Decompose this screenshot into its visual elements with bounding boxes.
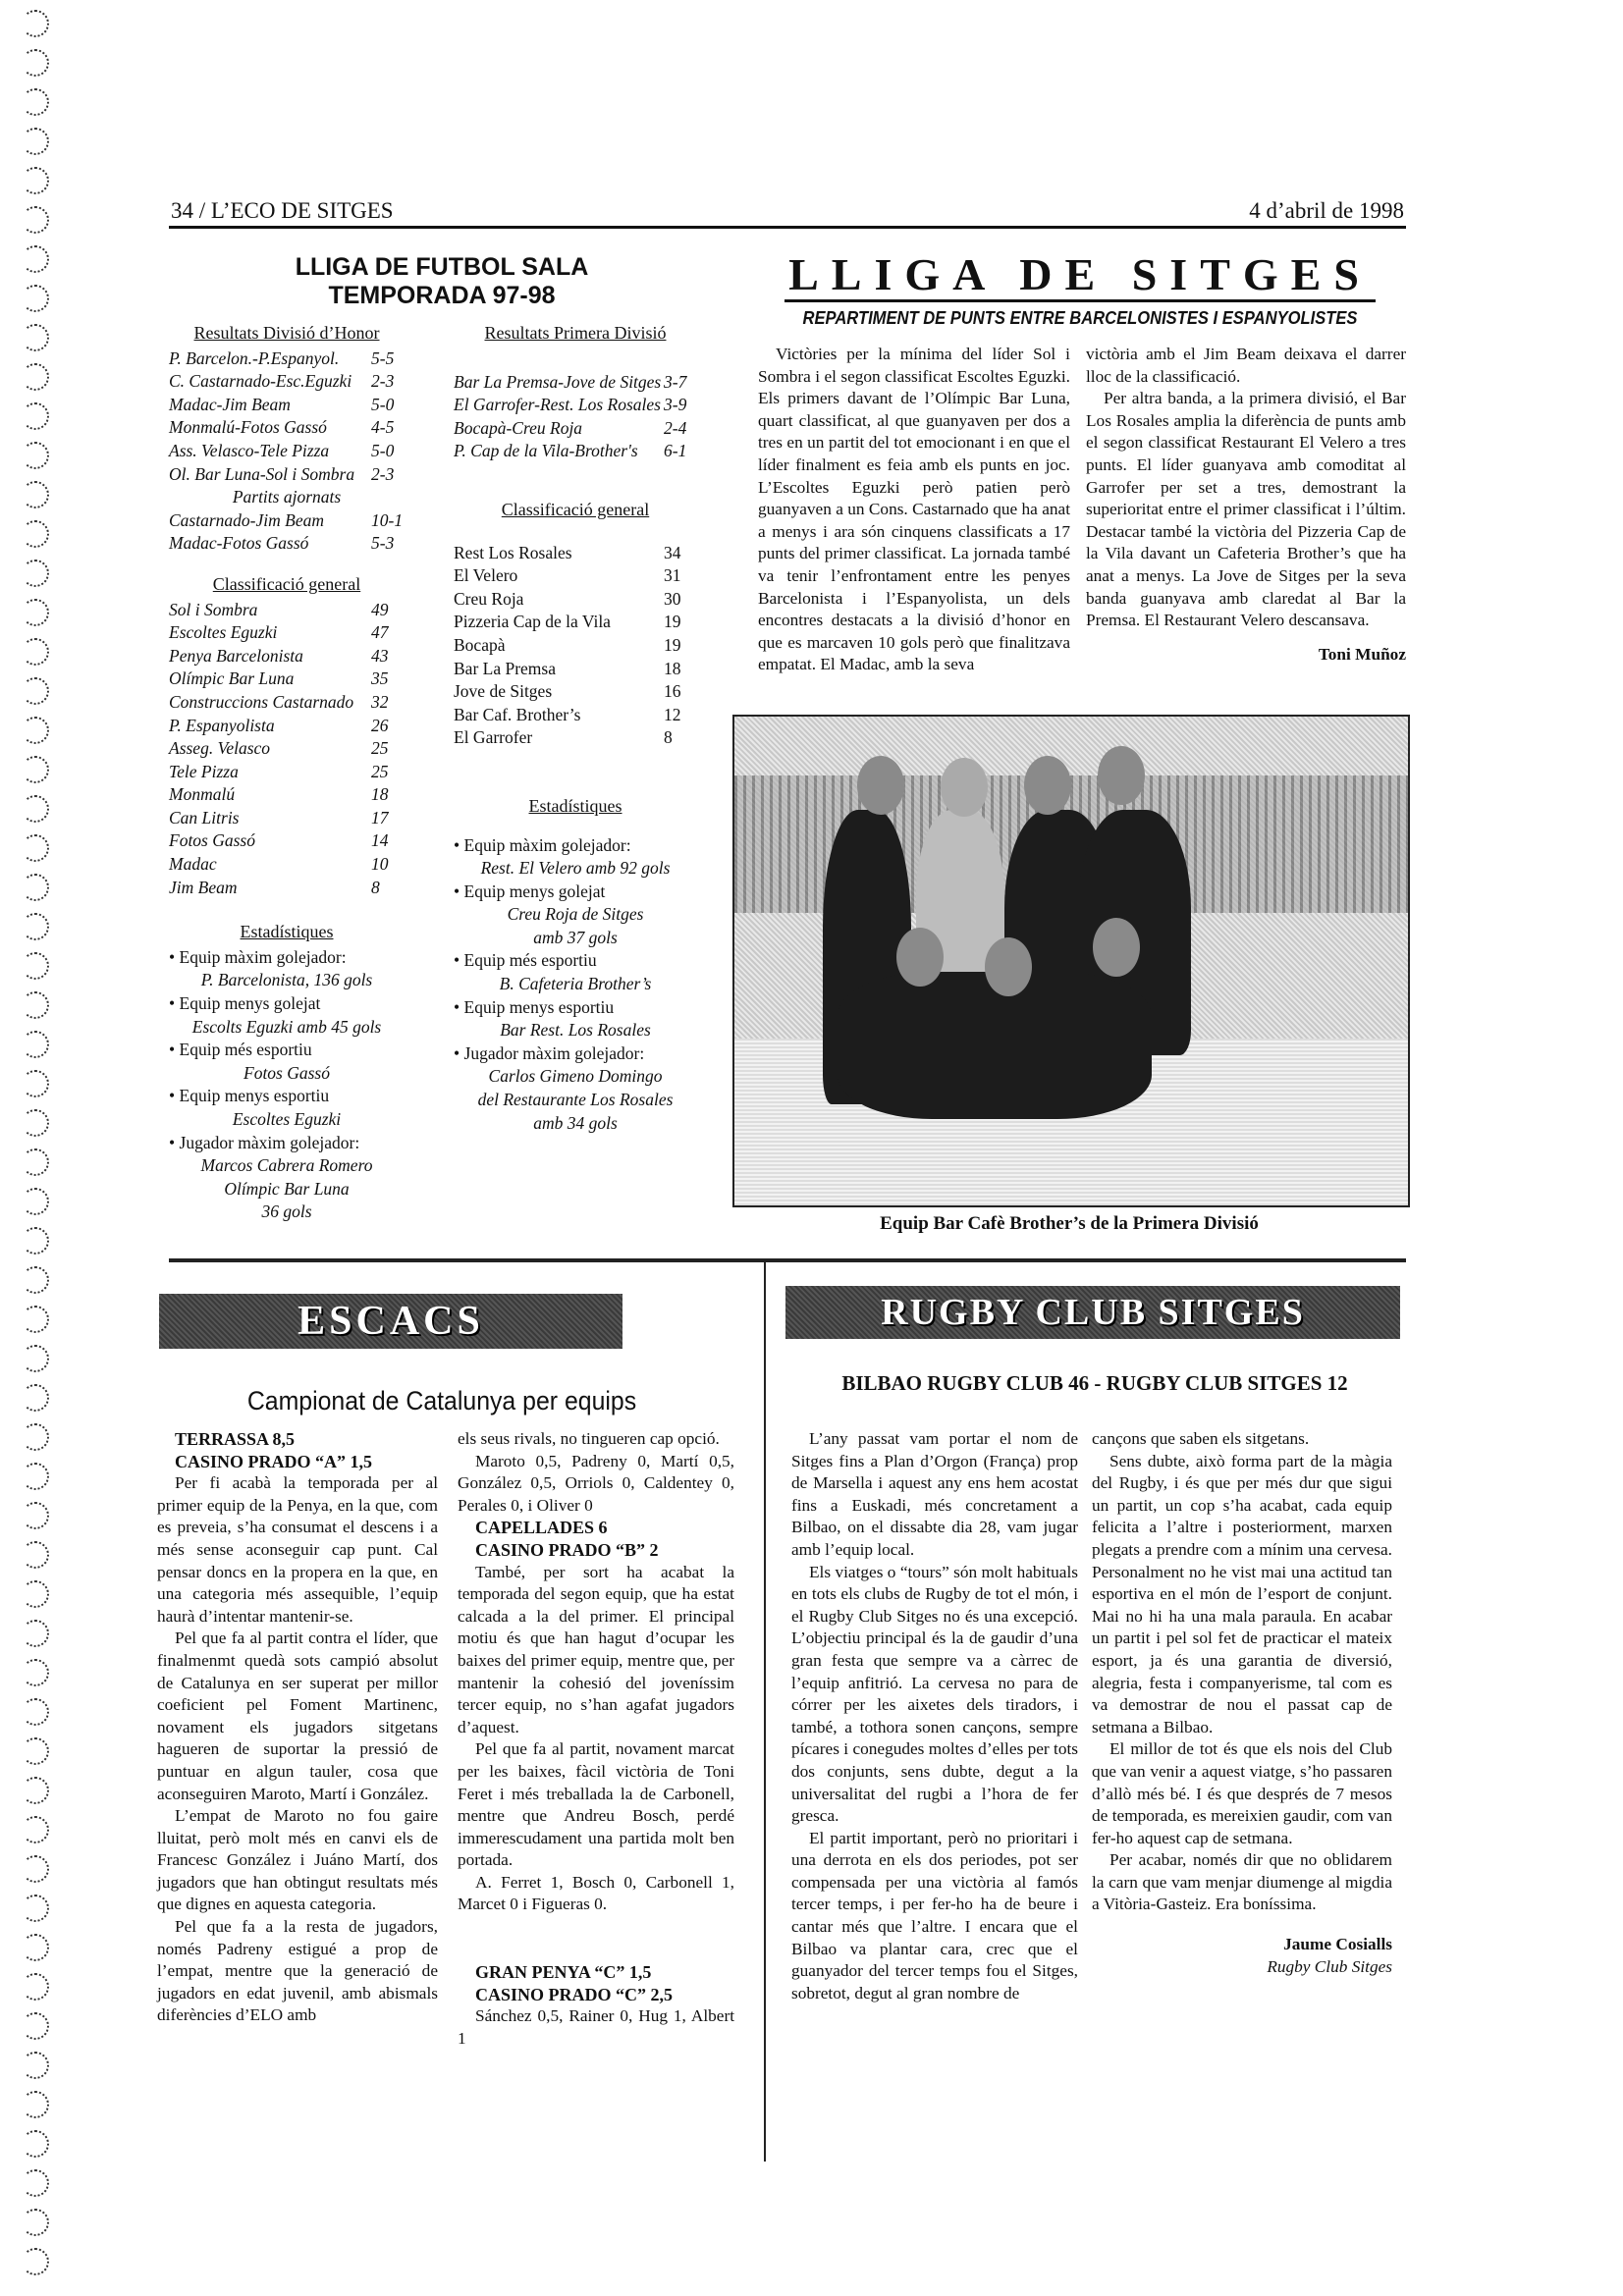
result-row-label: Madac-Fotos Gassó (169, 533, 309, 554)
standing-row-label: Can Litris (169, 807, 240, 828)
escacs-col1 (157, 1428, 438, 2027)
escacs-paragraph: Pel que fa a la resta de jugadors, només Padreny estigué a prop de l’empat, mentre que la generació de jugadors en edat juvenil, amb abismals diferències d’ELO amb (157, 1917, 438, 2025)
result-row-label: P. Barcelon.-P.Espanyol. (169, 347, 340, 368)
escacs-paragraph-cont: els seus rivals, no tingueren cap opció. (458, 1429, 720, 1448)
binding-ring-icon (22, 481, 49, 508)
standing-row (169, 737, 405, 761)
binding-ring-icon (22, 913, 49, 940)
standing-row (454, 611, 697, 634)
escacs-scores: Sánchez 0,5, Rainer 0, Hug 1, Albert 1 (458, 2006, 734, 2048)
standing-row-value: 25 (371, 761, 389, 781)
lliga-paragraph-cont: victòria amb el Jim Beam deixava el darrer lloc de la classificació. (1086, 345, 1406, 386)
standing-row-label: Monmalú (169, 784, 236, 805)
binding-ring-icon (22, 2012, 49, 2040)
binding-ring-icon (22, 402, 49, 430)
standing-row-value: 34 (664, 542, 681, 562)
result-row (454, 371, 697, 395)
rugby-paragraph: L’any passat vam portar el nom de Sitges fins a Plan d’Orgon (França) prop de Marsella i aquest any ens hem acostat fins a Euskadi, més concretament a Bilbao, on el dissabte dia 28, vam jugar amb l’equip local. (791, 1429, 1078, 1559)
binding-ring-icon (22, 1659, 49, 1686)
standing-row-label: Jove de Sitges (454, 681, 553, 702)
photo-face (1024, 756, 1071, 815)
binding-ring-icon (22, 1698, 49, 1726)
standing-row-label: P. Espanyolista (169, 715, 275, 735)
result-row-value: 5-5 (371, 347, 395, 368)
binding-ring-icon (22, 638, 49, 666)
rugby-paragraph: Per acabar, només dir que no oblidarem la carn que vam menjar diumenge al migdia a Vitòria-Gasteiz. Era boníssima. (1092, 1850, 1392, 1914)
match-heading: CAPELLADES 6 (475, 1518, 608, 1538)
binding-ring-icon (22, 128, 49, 155)
binding-ring-icon (22, 2209, 49, 2236)
standing-row-label: Olímpic Bar Luna (169, 668, 295, 689)
standing-row-value: 26 (371, 715, 389, 735)
binding-ring-icon (22, 1620, 49, 1647)
lliga-article-col1 (758, 344, 1070, 676)
result-row-label: Monmalú-Fotos Gassó (169, 417, 327, 438)
result-row (169, 370, 405, 394)
page-header (169, 194, 1406, 229)
rugby-banner: RUGBY CLUB SITGES (785, 1286, 1400, 1339)
result-row (169, 347, 405, 371)
page-number-and-title: 34 / L’ECO DE SITGES (171, 198, 394, 223)
standing-row-label: Construccions Castarnado (169, 691, 354, 712)
standing-row-value: 35 (371, 668, 389, 689)
standing-row (169, 621, 405, 645)
escacs-col2 (458, 1428, 734, 2050)
rugby-col2 (1092, 1428, 1392, 1978)
result-row-label: Bocapà-Creu Roja (454, 417, 583, 438)
standing-row (454, 542, 697, 565)
result-row-value: 4-5 (371, 417, 395, 438)
binding-ring-icon (22, 1737, 49, 1765)
result-row (169, 509, 405, 533)
photo-face (857, 756, 904, 815)
result-row-label: Madac-Jim Beam (169, 394, 291, 414)
binding-ring-icon (22, 2169, 49, 2197)
stat-label: • Equip menys esportiu (454, 996, 697, 1020)
escacs-paragraph: Pel que fa al partit, novament marcat per les baixes, fàcil victòria de Toni Feret i més treballada la de Carbonell, mentre que Andreu Bosch, perdé immerescudament una partida molt ben portada. (458, 1739, 734, 1870)
lliga-title (756, 251, 1404, 298)
futsal-title (196, 253, 687, 310)
binding-ring-icon (22, 1463, 49, 1490)
binding-ring-icon (22, 991, 49, 1019)
stat-value: Marcos Cabrera Romero (200, 1155, 373, 1176)
futsal-title-line2: TEMPORADA 97-98 (328, 282, 556, 309)
rugby-paragraph-cont: cançons que saben els sitgetans. (1092, 1429, 1310, 1448)
honor-division-column (169, 322, 405, 1224)
standing-row (169, 761, 405, 784)
binding-ring-icon (22, 1816, 49, 1843)
stat-value: B. Cafeteria Brother’s (499, 974, 652, 994)
rugby-byline-org: Rugby Club Sitges (1267, 1956, 1392, 1976)
result-row-label: C. Castarnado-Esc.Eguzki (169, 371, 352, 392)
rugby-subtitle: BILBAO RUGBY CLUB 46 - RUGBY CLUB SITGES 12 (841, 1371, 1348, 1395)
standing-row (169, 667, 405, 691)
section-divider (169, 1258, 1406, 1262)
binding-ring-icon (22, 717, 49, 744)
lliga-paragraph: Victòries per la mínima del líder Sol i Sombra i el segon classificat Escoltes Eguzki. Els primers davant de l’Olímpic Bar Luna, quart classificat, al que guanyaven per dos a tres en un partit del tot emocionant i en que el líder finalment es feia amb els punts en joc. L’Escoltes Eguzki però patien però guanyaven a un Cons. Castarnado que ha anat a menys i ara són cinquens classificats a 17 punts del primer classificat. La jornada també va tenir l’enfrontament entre les penyes Barcelonista i l’Espanyolista, un dels encontres destacats a la divisió d’honor en que es marcaven 10 gols però que finalitzava empatat. El Madac, amb la seva (758, 345, 1070, 674)
stat-value: amb 37 gols (533, 927, 618, 947)
binding-ring-icon (22, 520, 49, 548)
standing-row-value: 18 (664, 658, 681, 678)
standing-row (454, 680, 697, 704)
standing-row-label: Bocapà (454, 634, 506, 655)
escacs-scores: A. Ferret 1, Bosch 0, Carbonell 1, Marcet 0 i Figueras 0. (458, 1872, 734, 1914)
standing-row-value: 31 (664, 565, 681, 586)
result-row (169, 532, 405, 556)
stat-value: Creu Roja de Sitges (507, 904, 644, 925)
result-row-label: Bar La Premsa-Jove de Sitges (454, 371, 662, 392)
result-row-value: 10-1 (371, 509, 404, 530)
honor-results-heading: Resultats Divisió d’Honor (193, 323, 380, 343)
standing-row-label: Penya Barcelonista (169, 645, 303, 666)
result-row-label: P. Cap de la Vila-Brother's (454, 441, 638, 461)
result-row-label: Castarnado-Jim Beam (169, 509, 324, 530)
standing-row-value: 8 (371, 877, 380, 897)
standing-row-value: 43 (371, 645, 389, 666)
rugby-paragraph: Els viatges o “tours” són molt habituals en tots els clubs de Rugby de tot el món, i el Rugby Club Sitges no és una excepció. L’objectiu principal és la de gaudir d’una gran festa que sempre va a càrrec de l’equip anfitrió. La cervesa no para de córrer per les aixetes dels tiradors, i també, a tothora sonen cançons, sempre pícares i conegudes moltes d’elles per tots dos conjunts, sens dubte, degut a la universalitat del rugbi a l’hora de fer gresca. (791, 1562, 1078, 1826)
binding-ring-icon (22, 324, 49, 351)
rugby-col1 (791, 1428, 1078, 2004)
standing-row-value: 30 (664, 588, 681, 609)
standing-row-value: 10 (371, 854, 389, 875)
binding-ring-icon (22, 952, 49, 980)
result-row (169, 440, 405, 463)
standing-row-label: Escoltes Eguzki (169, 622, 278, 643)
futsal-title-line1: LLIGA DE FUTBOL SALA (295, 253, 589, 281)
binding-ring-icon (22, 167, 49, 194)
standing-row (169, 715, 405, 738)
binding-ring-icon (22, 756, 49, 783)
photo-face (985, 937, 1032, 996)
escacs-paragraph: Per fi acabà la temporada per al primer equip de la Penya, en la que, com es preveia, s’ha consumat el descens i a més sense aconseguir cap punt. Cal pensar doncs en la propera en la que, en una categoria més assequible, l’equip haurà d’intentar mantenir-se. (157, 1473, 438, 1626)
binding-ring-icon (22, 363, 49, 391)
result-row-value: 5-0 (371, 394, 395, 414)
lliga-paragraph: Per altra banda, a la primera divisió, el Bar Los Rosales amplia la diferència de punts amb el segon classificat Restaurant El Velero a tres punts. El líder guanyava amb comoditat al Garrofer per set a tres, demostrant la superioritat entre el primer classificat i l’últim. Destacar també la victòria del Pizzeria Cap de la Vila davant un Cafeteria Brother’s que ha anat a menys. La Jove de Sitges per la seva banda guanyava amb claredat al Bar la Premsa. El Restaurant Velero descansava. (1086, 389, 1406, 630)
binding-ring-icon (22, 1109, 49, 1137)
standing-row (169, 853, 405, 877)
binding-ring-icon (22, 2248, 49, 2275)
stat-value: del Restaurante Los Rosales (477, 1090, 674, 1110)
stat-value: Escoltes Eguzki (232, 1109, 342, 1129)
standing-row-label: El Velero (454, 565, 518, 586)
standing-row (169, 691, 405, 715)
stat-value: Carlos Gimeno Domingo (488, 1066, 663, 1087)
standing-row (169, 599, 405, 622)
rugby-paragraph: Sens dubte, això forma part de la màgia del Rugby, i és que per més dur que sigui un partit, un cop s’ha acabat, cada equip felicita a l’altre i posteriorment, marxen plegats a prendre com a mínim una cervesa. Personalment no he vist mai una actitud tan esportiva en el món de l’esport de conjunt. Mai no hi ha una mala paraula. En acabar un partit i pel sol fet de practicar el mateix esport, ja és una garantia de diversió, alegria, festa i companyerisme, tal com es va demostrar de nou el passat cap de setmana a Bilbao. (1092, 1451, 1392, 1736)
result-row (454, 394, 697, 417)
standing-row (454, 588, 697, 612)
photo-face (896, 928, 944, 987)
result-row-value: 6-1 (664, 441, 687, 461)
standing-row-value: 25 (371, 738, 389, 759)
stat-label: • Equip màxim golejador: (454, 834, 697, 858)
stat-value: 36 gols (261, 1201, 312, 1222)
standing-row-value: 47 (371, 622, 389, 643)
binding-ring-icon (22, 677, 49, 705)
team-photo (732, 715, 1410, 1207)
binding-ring-icon (22, 2130, 49, 2158)
result-row (169, 394, 405, 417)
standing-row-label: Tele Pizza (169, 761, 239, 781)
standing-row-label: Fotos Gassó (169, 830, 255, 851)
binding-ring-icon (22, 10, 49, 37)
lliga-byline: Toni Muñoz (1318, 644, 1406, 664)
standing-row (454, 564, 697, 588)
binding-ring-icon (22, 1031, 49, 1058)
result-row (454, 417, 697, 441)
escacs-paragraph: L’empat de Maroto no fou gaire lluitat, però molt més en canvi els de Francesc González i Juáno Martí, dos jugadors que han obtingut resultats més que dignes en aquesta categoria. (157, 1806, 438, 1914)
standing-row-label: Madac (169, 854, 217, 875)
result-row-label: Ass. Velasco-Tele Pizza (169, 440, 330, 460)
rugby-paragraph: El partit important, però no prioritari i una derrota en els dos periodes, pot ser compensada per una victòria al famós tercer temps, i per fer-ho ha de beure i cantar més que l’altre. I encara que el Bilbao va plantar cara, crec que el guanyador del tercer temps fou el Sitges, sobretot, degut al gran nombre de (791, 1828, 1078, 2002)
stat-label: • Equip més esportiu (454, 949, 697, 973)
issue-date: 4 d’abril de 1998 (1249, 198, 1404, 223)
photo-caption: Equip Bar Cafè Brother’s de la Primera Divisió (880, 1213, 1259, 1234)
binding-ring-icon (22, 1306, 49, 1333)
binding-ring-icon (22, 285, 49, 312)
lliga-title-text: LLIGA DE SITGES (784, 249, 1376, 302)
result-row-value: 5-3 (371, 533, 395, 554)
match-heading: GRAN PENYA “C” 1,5 (475, 1962, 652, 1983)
first-stats-heading: Estadístiques (528, 795, 622, 816)
standing-row-label: Bar Caf. Brother’s (454, 704, 581, 724)
binding-ring-icon (22, 1541, 49, 1569)
rugby-byline: Jaume Cosialls (1283, 1935, 1392, 1954)
first-standings-heading: Classificació general (501, 499, 650, 519)
standing-row-value: 32 (371, 691, 389, 712)
result-row-value: 2-3 (371, 371, 395, 392)
escacs-paragraph: També, per sort ha acabat la temporada del segon equip, que ha estat calcada a la del primer. El principal motiu és que han hagut d’ocupar les baixes del primer equip, mentre que, per mantenir la cohesió del joveníssim tercer equip, no s’han agafat jugadors d’aquest. (458, 1562, 734, 1736)
stat-label: • Equip menys golejat (454, 881, 697, 904)
binding-ring-icon (22, 1855, 49, 1883)
binding-ring-icon (22, 1384, 49, 1412)
photo-front-row (838, 972, 1152, 1119)
standing-row-label: Pizzeria Cap de la Vila (454, 612, 611, 632)
stat-label: • Jugador màxim golejador: (169, 1132, 405, 1155)
standing-row (169, 645, 405, 668)
result-row-value: 3-9 (664, 395, 687, 415)
binding-ring-icon (22, 206, 49, 234)
standing-row (454, 704, 697, 727)
honor-stats-heading: Estadístiques (240, 922, 334, 942)
standing-row-label: Asseg. Velasco (169, 738, 271, 759)
binding-ring-icon (22, 874, 49, 901)
binding-ring-icon (22, 1070, 49, 1097)
first-division-column (454, 322, 697, 1135)
stat-label: • Equip menys esportiu (169, 1085, 405, 1108)
result-row (169, 416, 405, 440)
standing-row-value: 19 (664, 634, 681, 655)
result-row-value: 5-0 (371, 440, 395, 460)
escacs-banner: ESCACS (159, 1294, 622, 1349)
stat-value: Escolts Eguzki amb 45 gols (191, 1016, 382, 1037)
binding-ring-icon (22, 834, 49, 862)
standing-row (169, 807, 405, 830)
result-row (454, 440, 697, 463)
binding-ring-icon (22, 1266, 49, 1294)
first-results-heading: Resultats Primera Divisió (484, 323, 667, 343)
standing-row-label: Creu Roja (454, 588, 524, 609)
binding-ring-icon (22, 1580, 49, 1608)
standing-row-value: 18 (371, 784, 389, 805)
standing-row (169, 877, 405, 900)
result-row (169, 463, 405, 487)
stat-value: Fotos Gassó (243, 1062, 330, 1083)
binding-holes (14, 0, 53, 2296)
binding-ring-icon (22, 560, 49, 587)
binding-ring-icon (22, 1934, 49, 1961)
photo-face (1098, 746, 1145, 805)
binding-ring-icon (22, 2052, 49, 2079)
result-row-value: 2-3 (371, 463, 395, 484)
standing-row-label: Sol i Sombra (169, 599, 258, 619)
standing-row (169, 783, 405, 807)
result-row-value: 2-4 (664, 417, 687, 438)
stat-value: P. Barcelonista, 136 gols (200, 970, 373, 990)
rugby-paragraph: El millor de tot és que els nois del Club que van venir a aquest viatge, s’ho passaren d’allò més bé. I és que després de 7 mesos de temporada, es mereixien gaudir, com van fer-ho aquest cap de setmana. (1092, 1739, 1392, 1847)
result-row-label: El Garrofer-Rest. Los Rosales (454, 395, 661, 415)
binding-ring-icon (22, 1777, 49, 1804)
binding-ring-icon (22, 1502, 49, 1529)
standing-row (454, 658, 697, 681)
stat-value: Rest. El Velero amb 92 gols (480, 858, 671, 879)
binding-ring-icon (22, 795, 49, 823)
standing-row-value: 12 (664, 704, 681, 724)
stat-label: • Jugador màxim golejador: (454, 1042, 697, 1066)
match-heading: CASINO PRADO “B” 2 (475, 1539, 659, 1560)
standing-row-label: El Garrofer (454, 727, 533, 748)
escacs-paragraph: Pel que fa al partit contra el líder, que finalmenmt quedà sots campió absolut de Catalunya en ser superat per millor coeficient pel Foment Martinenc, novament els jugadors sitgetans hagueren de suportar la pressió de puntuar en algun tauler, cosa que aconseguiren Maroto, Martí i González. (157, 1629, 438, 1803)
stat-label: • Equip màxim golejador: (169, 946, 405, 970)
binding-ring-icon (22, 442, 49, 469)
honor-standings-heading: Classificació general (212, 573, 361, 594)
standing-row (454, 726, 697, 750)
binding-ring-icon (22, 2091, 49, 2118)
lliga-subtitle: REPARTIMENT DE PUNTS ENTRE BARCELONISTES I ESPANYOLISTES (802, 308, 1358, 328)
binding-ring-icon (22, 1895, 49, 1922)
standing-row (454, 634, 697, 658)
standing-row-label: Bar La Premsa (454, 658, 556, 678)
match-heading: TERRASSA 8,5 (175, 1429, 296, 1449)
result-row-label: Ol. Bar Luna-Sol i Sombra (169, 463, 355, 484)
standing-row-label: Jim Beam (169, 877, 238, 897)
standing-row-label: Rest Los Rosales (454, 542, 572, 562)
binding-ring-icon (22, 599, 49, 626)
stat-label: • Equip més esportiu (169, 1039, 405, 1062)
standing-row-value: 16 (664, 681, 681, 702)
standing-row-value: 8 (664, 727, 673, 748)
binding-ring-icon (22, 1227, 49, 1255)
binding-ring-icon (22, 1973, 49, 2001)
standing-row-value: 17 (371, 807, 389, 828)
result-row-value: 3-7 (664, 371, 687, 392)
binding-ring-icon (22, 1345, 49, 1372)
postponed-label: Partits ajornats (232, 487, 342, 507)
standing-row-value: 49 (371, 599, 389, 619)
photo-face (1093, 918, 1140, 977)
stat-label: • Equip menys golejat (169, 992, 405, 1016)
column-divider (764, 1258, 766, 2162)
standing-row (169, 829, 405, 853)
binding-ring-icon (22, 1423, 49, 1451)
photo-face (941, 758, 988, 817)
lliga-article-col2 (1086, 344, 1406, 666)
binding-ring-icon (22, 245, 49, 273)
stat-value: amb 34 gols (533, 1112, 618, 1133)
escacs-scores: Maroto 0,5, Padreny 0, Martí 0,5, González 0,5, Orriols 0, Caldentey 0, Perales 0, i Oliver 0 (458, 1451, 734, 1515)
match-heading: CASINO PRADO “C” 2,5 (475, 1984, 674, 2004)
stat-value: Olímpic Bar Luna (224, 1178, 350, 1199)
standing-row-value: 19 (664, 612, 681, 632)
binding-ring-icon (22, 49, 49, 77)
escacs-subtitle: Campionat de Catalunya per equips (246, 1386, 637, 1415)
stat-value: Bar Rest. Los Rosales (500, 1020, 651, 1041)
binding-ring-icon (22, 1188, 49, 1215)
match-heading: CASINO PRADO “A” 1,5 (175, 1451, 373, 1471)
standing-row-value: 14 (371, 830, 389, 851)
binding-ring-icon (22, 88, 49, 116)
binding-ring-icon (22, 1148, 49, 1176)
